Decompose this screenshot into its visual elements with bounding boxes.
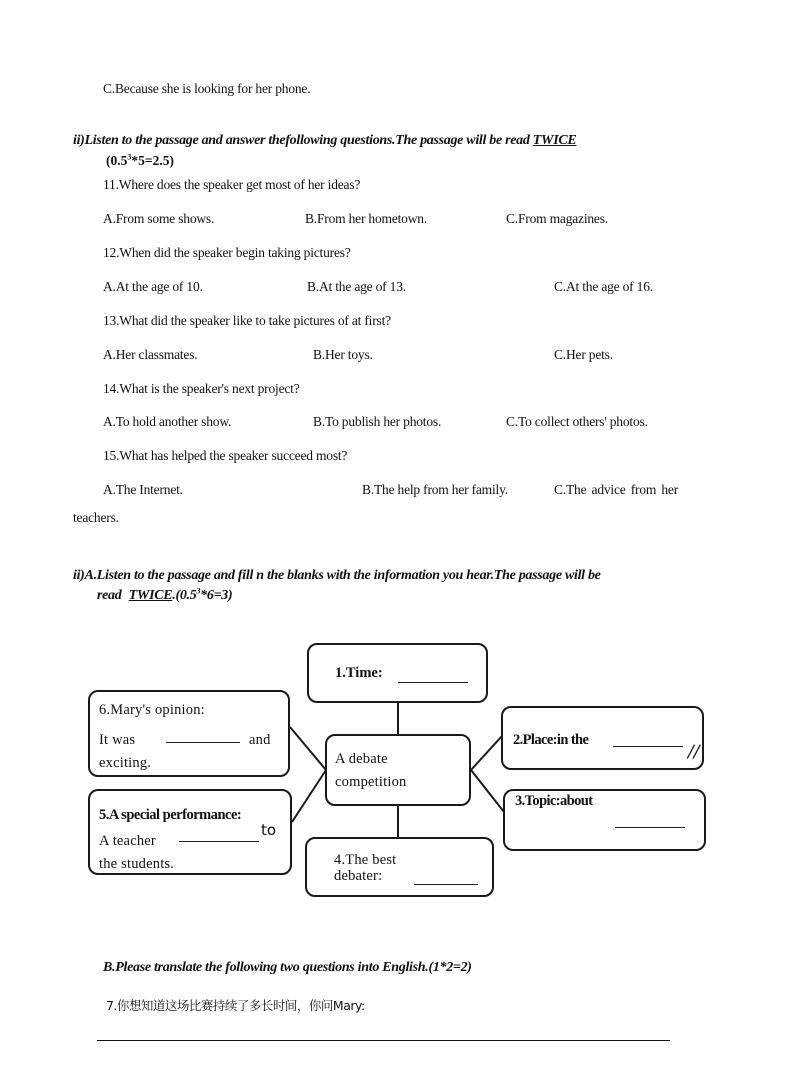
q13-option-b: B.Her toys. bbox=[313, 347, 373, 362]
option-c-previous-question: C.Because she is looking for her phone. bbox=[103, 81, 311, 96]
q14-option-a: A.To hold another show. bbox=[103, 414, 232, 429]
center-line2: competition bbox=[335, 774, 407, 790]
q15-option-c: C.The advice from her bbox=[554, 482, 678, 497]
question-7: 7.你想知道这场比赛持续了多长时间，你问Mary: bbox=[106, 998, 365, 1013]
question-13: 13.What did the speaker like to take pictures of at first? bbox=[103, 313, 391, 328]
performance-blank[interactable] bbox=[179, 841, 259, 842]
opinion-line3: exciting. bbox=[99, 755, 152, 771]
best-debater-line1: 4.The best bbox=[334, 852, 397, 868]
section-iiA-instruction-line1: ii)A.Listen to the passage and fill n the blanks with the information you hear.The passage will be bbox=[73, 568, 601, 583]
time-box bbox=[307, 643, 488, 703]
handwritten-mark: // bbox=[685, 742, 702, 762]
q11-option-b: B.From her hometown. bbox=[305, 211, 427, 226]
place-label: 2.Place:in the bbox=[513, 732, 589, 748]
points-rest-2: *6=3) bbox=[200, 588, 233, 603]
time-label: 1.Time: bbox=[335, 665, 383, 681]
q14-option-b: B.To publish her photos. bbox=[313, 414, 442, 429]
best-debater-box bbox=[305, 837, 494, 897]
q13-option-a: A.Her classmates. bbox=[103, 347, 198, 362]
center-line1: A debate bbox=[335, 751, 388, 767]
performance-label: 5.A special performance: bbox=[99, 807, 242, 823]
twice-emphasis: TWICE bbox=[532, 133, 577, 148]
best-debater-line2: debater: bbox=[334, 868, 383, 884]
place-blank[interactable] bbox=[613, 746, 683, 747]
points-sup: 3 bbox=[127, 152, 132, 162]
q15-option-a: A.The Internet. bbox=[103, 482, 183, 497]
read-text: read bbox=[97, 588, 125, 603]
question-11: 11.Where does the speaker get most of her ideas? bbox=[103, 177, 361, 192]
q14-option-c: C.To collect others' photos. bbox=[506, 414, 648, 429]
points-rest: *5=2.5) bbox=[131, 153, 174, 168]
section-b-instruction: B.Please translate the following two questions into English.(1*2=2) bbox=[103, 960, 472, 975]
q15-option-b: B.The help from her family. bbox=[362, 482, 508, 497]
section-ii-instruction-text: ii)Listen to the passage and answer thefollowing questions.The passage will be read bbox=[73, 133, 533, 148]
opinion-box bbox=[88, 690, 290, 777]
question-15: 15.What has helped the speaker succeed most? bbox=[103, 448, 348, 463]
q13-option-c: C.Her pets. bbox=[554, 347, 613, 362]
topic-blank[interactable] bbox=[615, 827, 685, 828]
place-box bbox=[501, 706, 704, 770]
question-12: 12.When did the speaker begin taking pictures? bbox=[103, 245, 351, 260]
points-base-2: .(0.5 bbox=[172, 588, 197, 603]
center-topic-box bbox=[325, 734, 471, 806]
opinion-label: 6.Mary's opinion: bbox=[99, 702, 205, 718]
question-7-answer-line[interactable] bbox=[97, 1040, 670, 1041]
opinion-line2-left: It was bbox=[99, 732, 136, 748]
handwritten-to: to bbox=[261, 821, 277, 839]
q12-option-c: C.At the age of 16. bbox=[554, 279, 653, 294]
topic-box bbox=[503, 789, 706, 851]
question-14: 14.What is the speaker's next project? bbox=[103, 381, 300, 396]
time-blank[interactable] bbox=[398, 682, 468, 683]
best-debater-blank[interactable] bbox=[414, 884, 478, 885]
performance-box bbox=[88, 789, 292, 875]
points-sup-2: 3 bbox=[196, 586, 201, 596]
q12-option-a: A.At the age of 10. bbox=[103, 279, 203, 294]
performance-line2: A teacher bbox=[99, 833, 156, 849]
twice-emphasis-2: TWICE bbox=[128, 588, 173, 603]
q11-option-c: C.From magazines. bbox=[506, 211, 608, 226]
q11-option-a: A.From some shows. bbox=[103, 211, 215, 226]
points-base: (0.5 bbox=[106, 153, 128, 168]
opinion-blank[interactable] bbox=[166, 742, 240, 743]
performance-line3: the students. bbox=[99, 856, 175, 872]
topic-label: 3.Topic:about bbox=[515, 793, 593, 809]
q15-option-c-continued: teachers. bbox=[73, 510, 119, 525]
opinion-line2-right: and bbox=[249, 732, 271, 748]
q12-option-b: B.At the age of 13. bbox=[307, 279, 406, 294]
